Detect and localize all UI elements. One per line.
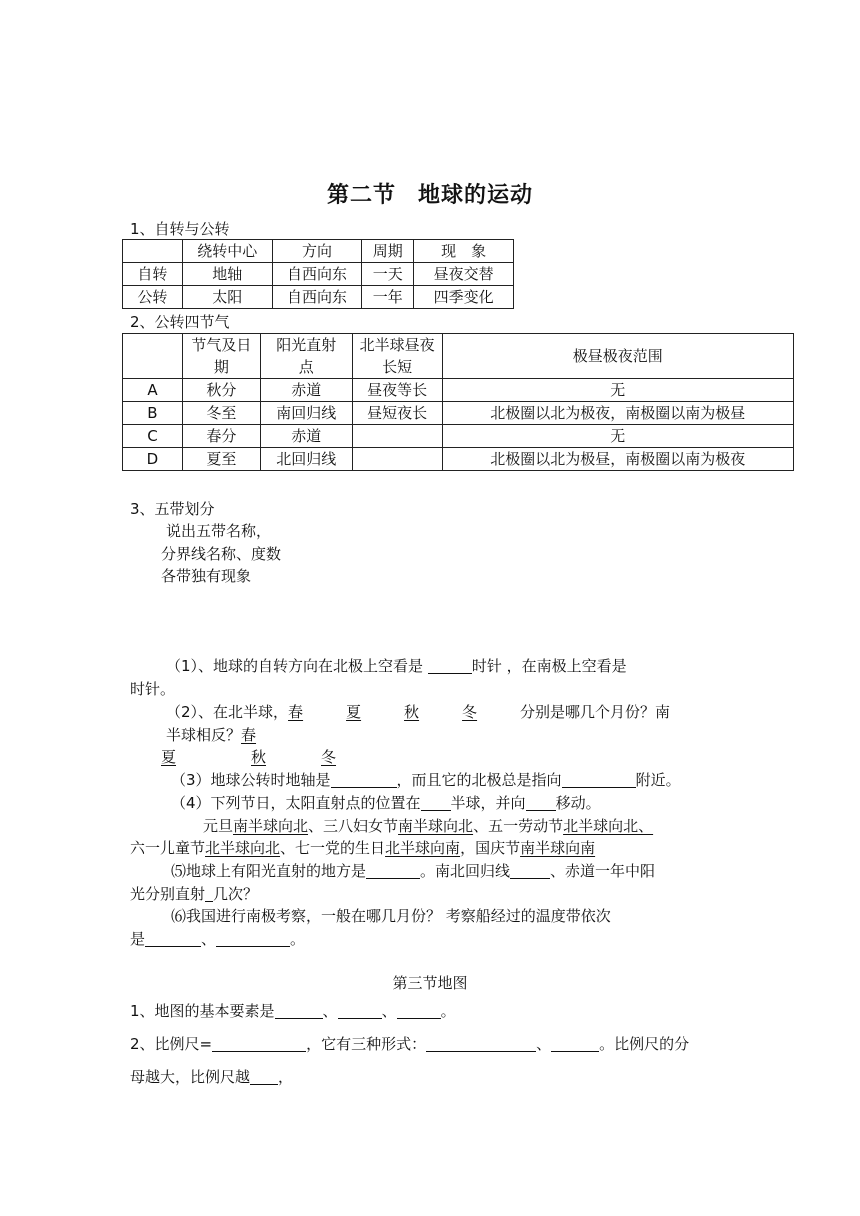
answer-blank bbox=[526, 794, 556, 811]
answer-blank bbox=[338, 1002, 382, 1019]
question-4 bbox=[171, 792, 601, 813]
question-2-seasons bbox=[161, 746, 401, 767]
question-text: 分别是哪几个月份？南 bbox=[520, 703, 671, 721]
answer-underline: 北半球向南 bbox=[385, 839, 461, 857]
title-part-section: 第二节 bbox=[326, 183, 396, 208]
answer-blank bbox=[397, 1002, 441, 1019]
answer-underline: 春 bbox=[241, 726, 257, 744]
table-row bbox=[123, 448, 794, 471]
answer-underline: 南半球向北 bbox=[233, 817, 309, 835]
question-text: 附近。 bbox=[635, 771, 681, 789]
question-text: （3）地球公转时地轴是 bbox=[171, 771, 331, 789]
map-question-1 bbox=[130, 1000, 456, 1021]
question-text: ⑸地球上有阳光直射的地方是 bbox=[171, 862, 367, 880]
question-text: 半球相反？ bbox=[166, 726, 242, 744]
answer-blank bbox=[426, 1035, 478, 1052]
answer-underline: 北半球向北 bbox=[205, 839, 281, 857]
table-cell: 南回归线 bbox=[260, 402, 352, 425]
table-cell: 一年 bbox=[362, 286, 414, 309]
question-text: ，国庆节 bbox=[460, 839, 521, 857]
solar-terms-table bbox=[122, 333, 794, 471]
question-text: 移动。 bbox=[555, 794, 601, 812]
five-zones-line: 说出五带名称， bbox=[166, 522, 272, 540]
table-cell: 太阳 bbox=[182, 286, 272, 309]
table-cell: 节气及日期 bbox=[182, 334, 260, 379]
question-4-line-1 bbox=[203, 815, 653, 836]
table-cell: 无 bbox=[442, 425, 793, 448]
answer-underline: 北半球向北、 bbox=[563, 817, 654, 835]
question-text: 、 bbox=[201, 930, 217, 948]
map-question-2-cont bbox=[130, 1066, 293, 1087]
answer-blank bbox=[478, 1035, 536, 1052]
table-cell: 昼夜交替 bbox=[414, 263, 514, 286]
table-cell: 春分 bbox=[182, 425, 260, 448]
table-cell bbox=[123, 240, 183, 263]
answer-underline: 冬 bbox=[462, 703, 478, 721]
table-cell: 赤道 bbox=[260, 425, 352, 448]
table-cell: 昼夜等长 bbox=[352, 379, 442, 402]
question-text: 时针 ，在南极上空看是 bbox=[471, 657, 627, 675]
question-text: （2）、在北半球， bbox=[166, 703, 289, 721]
question-text: ， bbox=[278, 1068, 294, 1086]
table-cell: 四季变化 bbox=[414, 286, 514, 309]
table-cell bbox=[352, 448, 442, 471]
answer-blank bbox=[421, 794, 451, 811]
table-cell: 北半球昼夜长短 bbox=[352, 334, 442, 379]
answer-blank bbox=[428, 657, 472, 674]
table-cell: D bbox=[123, 448, 183, 471]
table-cell: 现 象 bbox=[414, 240, 514, 263]
question-text: ，它有三种形式： bbox=[306, 1035, 427, 1053]
table-cell: 自转 bbox=[123, 263, 183, 286]
answer-underline: 南半球向南 bbox=[520, 839, 596, 857]
table-header-row bbox=[123, 240, 514, 263]
question-5 bbox=[171, 860, 655, 881]
answer-blank bbox=[145, 930, 201, 947]
section-3-heading: 3、五带划分 bbox=[130, 500, 215, 518]
answer-blank bbox=[331, 771, 397, 788]
question-text: 。 bbox=[440, 1002, 456, 1020]
table-cell: 阳光直射点 bbox=[260, 334, 352, 379]
table-header-row bbox=[123, 334, 794, 379]
section-1-heading: 1、自转与公转 bbox=[130, 220, 230, 238]
page-title bbox=[0, 178, 860, 209]
question-text: 元旦 bbox=[203, 817, 234, 835]
question-text: 、三八妇女节 bbox=[308, 817, 399, 835]
answer-blank bbox=[366, 862, 420, 879]
table-row bbox=[123, 263, 514, 286]
question-1 bbox=[166, 655, 627, 676]
table-cell: 一天 bbox=[362, 263, 414, 286]
table-cell: 北回归线 bbox=[260, 448, 352, 471]
question-text: 、赤道一年中阳 bbox=[550, 862, 656, 880]
table-cell: 夏至 bbox=[182, 448, 260, 471]
table-cell: 绕转中心 bbox=[182, 240, 272, 263]
title-part-topic: 地球的运动 bbox=[418, 183, 534, 208]
five-zones-line: 分界线名称、度数 bbox=[161, 545, 282, 563]
answer-underline: 夏 bbox=[346, 703, 362, 721]
table-cell: 赤道 bbox=[260, 379, 352, 402]
question-2-cont bbox=[166, 724, 291, 745]
table-row bbox=[123, 379, 794, 402]
table-cell: 北极圈以北为极昼，南极圈以南为极夜 bbox=[442, 448, 793, 471]
answer-blank bbox=[212, 1035, 306, 1052]
question-6: ⑹我国进行南极考察，一般在哪几月份？ 考察船经过的温度带依次 bbox=[171, 907, 611, 925]
question-text: 、 bbox=[322, 1002, 338, 1020]
answer-blank bbox=[551, 1035, 599, 1052]
answer-blank bbox=[205, 885, 213, 902]
answer-blank bbox=[510, 862, 550, 879]
question-text: 。南北回归线 bbox=[420, 862, 511, 880]
table-row bbox=[123, 286, 514, 309]
table-row bbox=[123, 402, 794, 425]
question-text: 、五一劳动节 bbox=[473, 817, 564, 835]
table-cell bbox=[123, 334, 183, 379]
answer-blank bbox=[216, 930, 290, 947]
table-cell: 北极圈以北为极夜，南极圈以南为极昼 bbox=[442, 402, 793, 425]
table-cell: 无 bbox=[442, 379, 793, 402]
map-question-2 bbox=[130, 1033, 689, 1054]
question-text: 1、地图的基本要素是 bbox=[130, 1002, 275, 1020]
question-text: 半球，并向 bbox=[450, 794, 526, 812]
table-cell: A bbox=[123, 379, 183, 402]
table-cell bbox=[352, 425, 442, 448]
table-cell: 自西向东 bbox=[272, 286, 362, 309]
question-text: 、 bbox=[536, 1035, 552, 1053]
question-text: 、 bbox=[381, 1002, 397, 1020]
question-6-cont bbox=[130, 928, 305, 949]
question-text: 2、比例尺= bbox=[130, 1035, 213, 1053]
answer-underline: 夏 bbox=[161, 748, 177, 766]
answer-underline: 春 bbox=[288, 703, 304, 721]
five-zones-line: 各带独有现象 bbox=[161, 567, 252, 585]
question-1-cont: 时针。 bbox=[130, 680, 176, 698]
question-4-line-2 bbox=[130, 837, 595, 858]
section-2-heading: 2、公转四节气 bbox=[130, 313, 230, 331]
answer-underline: 冬 bbox=[321, 748, 337, 766]
question-text: 。比例尺的分 bbox=[599, 1035, 690, 1053]
answer-blank bbox=[562, 771, 636, 788]
table-cell: 地轴 bbox=[182, 263, 272, 286]
question-text: ，而且它的北极总是指向 bbox=[396, 771, 562, 789]
table-cell: 公转 bbox=[123, 286, 183, 309]
question-2 bbox=[166, 701, 670, 722]
table-row bbox=[123, 425, 794, 448]
table-cell: C bbox=[123, 425, 183, 448]
question-text: （4）下列节日，太阳直射点的位置在 bbox=[171, 794, 421, 812]
question-text: 几次？ bbox=[213, 885, 259, 903]
answer-blank bbox=[250, 1068, 278, 1085]
question-3 bbox=[171, 769, 681, 790]
answer-underline: 秋 bbox=[404, 703, 420, 721]
question-text: 光分别直射 bbox=[130, 885, 206, 903]
answer-underline: 南半球向北 bbox=[398, 817, 474, 835]
question-5-cont bbox=[130, 883, 258, 904]
table-cell: B bbox=[123, 402, 183, 425]
table-cell: 自西向东 bbox=[272, 263, 362, 286]
question-text: 。 bbox=[290, 930, 306, 948]
table-cell: 极昼极夜范围 bbox=[442, 334, 793, 379]
question-text: 母越大，比例尺越 bbox=[130, 1068, 251, 1086]
table-cell: 周期 bbox=[362, 240, 414, 263]
section-map-title: 第三节地图 bbox=[392, 974, 468, 992]
table-cell: 冬至 bbox=[182, 402, 260, 425]
answer-blank bbox=[275, 1002, 323, 1019]
answer-underline: 秋 bbox=[251, 748, 267, 766]
table-cell: 秋分 bbox=[182, 379, 260, 402]
rotation-revolution-table bbox=[122, 239, 514, 309]
table-cell: 方向 bbox=[272, 240, 362, 263]
table-cell: 昼短夜长 bbox=[352, 402, 442, 425]
question-text: 、七一党的生日 bbox=[280, 839, 386, 857]
question-text: （1）、地球的自转方向在北极上空看是 bbox=[166, 657, 424, 675]
question-text: 六一儿童节 bbox=[130, 839, 206, 857]
question-text: 是 bbox=[130, 930, 146, 948]
